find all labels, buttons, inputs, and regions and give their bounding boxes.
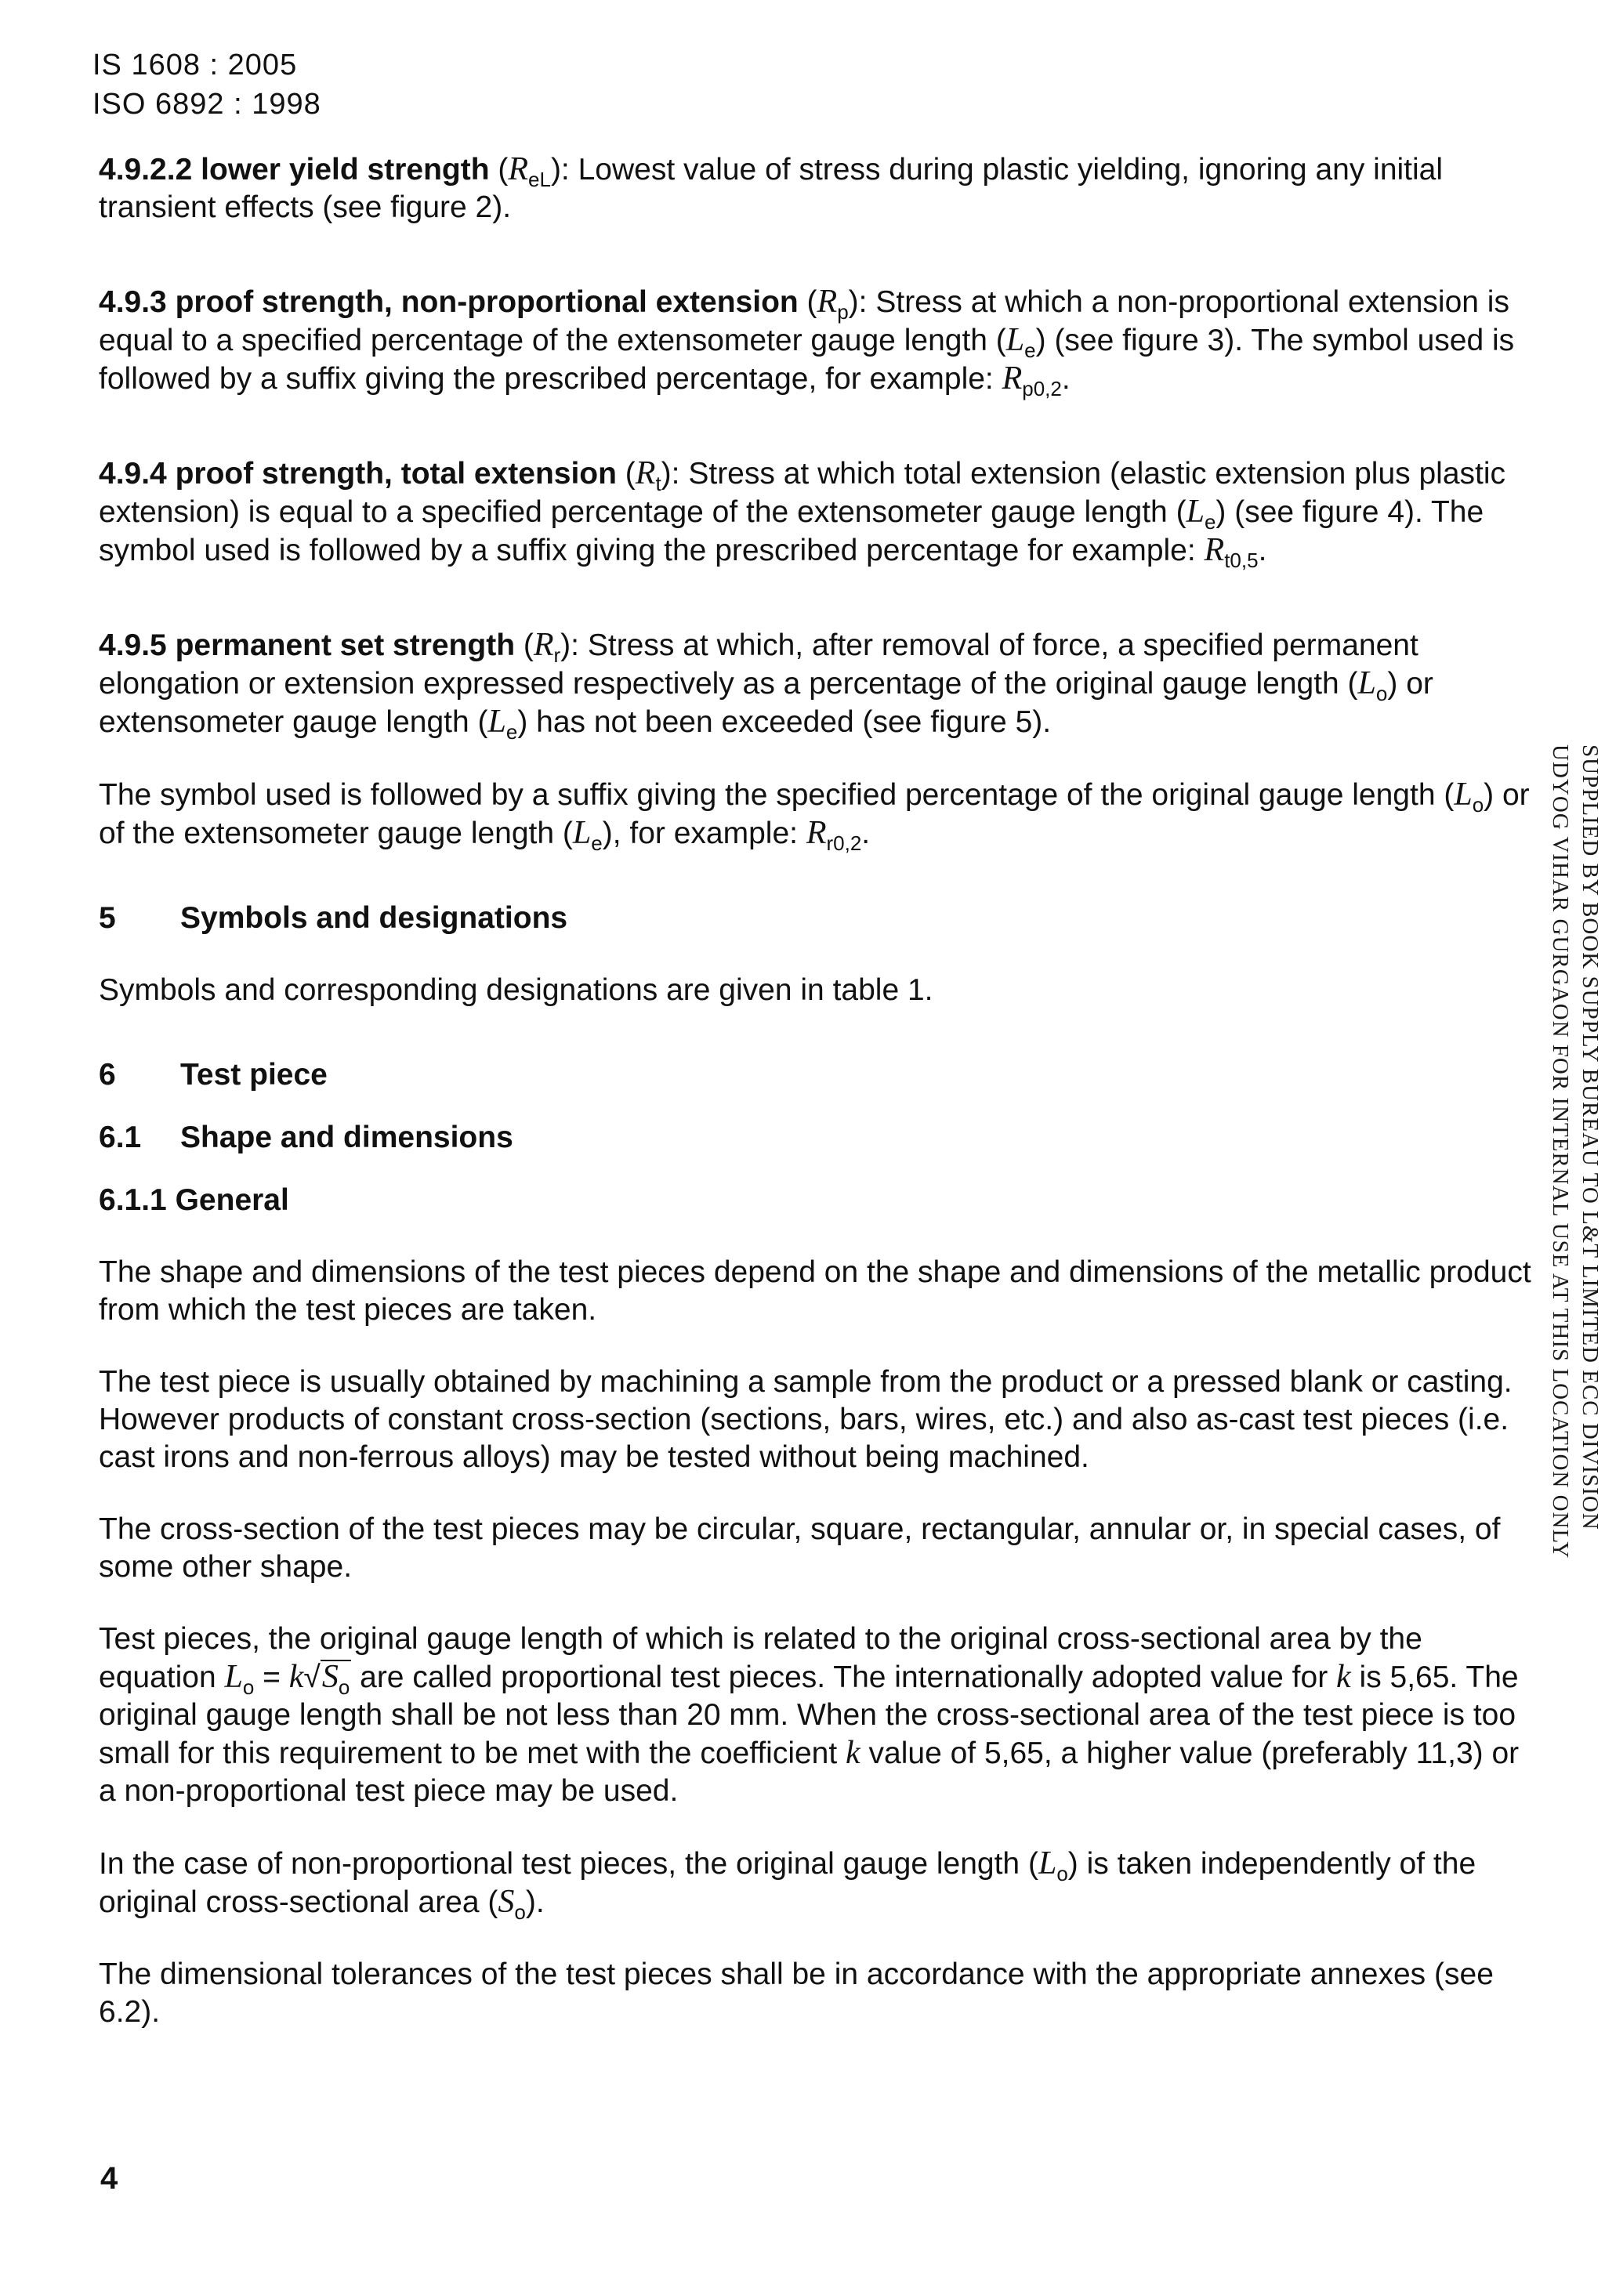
- section-6-1-1-para-6: The dimensional tolerances of the test pieces shall be in accordance with the appropriate annexes (see 6.2).: [99, 1957, 1494, 2029]
- section-5-heading: 5 Symbols and designations: [99, 901, 568, 935]
- clause-4-9-2-2: 4.9.2.2 lower yield strength $(R_{eL})$: Lowest value of stress during plastic yielding, ignoring any initial transient effects (see figure 2).: [99, 151, 1444, 224]
- standard-header: [92, 45, 321, 124]
- clause-4-9-4: 4.9.4 proof strength, total extension $(R_t)$: Stress at which total extension (elastic extension plus plastic extension) is equal to a specified percentage of the extensometer gauge length $(L_e)$ (see figure 4). The symbol used is followed by a suffix giving the prescribed percentage for example: $R_{t0,5}$.: [99, 455, 1506, 572]
- is-number: IS 1608 : 2005: [92, 49, 298, 81]
- page-number: 4: [100, 2161, 118, 2196]
- gauge-length-equation: $L_o = k√S_o$: [224, 1659, 350, 1699]
- section-5-text: Symbols and corresponding designations are given in table 1.: [99, 973, 933, 1007]
- section-6-1-1-para-5: In the case of non-proportional test pieces, the original gauge length $(L_o)$ is taken independently of the original cross-sectional area $(S_o)$.: [99, 1845, 1476, 1924]
- section-6-1-1-para-4: Test pieces, the original gauge length of which is related to the original cross-sectional area by the equation $L_o = k√S_o$ are called proportional test pieces. The internationally adopted value for k is 5,65. The original gauge length shall be not less than 20 mm. When the cross-sectional area of the test piece is too small for this requirement to be met with the coefficient k value of 5,65, a higher value (preferably 11,3) or a non-proportional test piece may be used.: [99, 1622, 1520, 1808]
- iso-number: ISO 6892 : 1998: [92, 88, 321, 121]
- clause-4-9-3: 4.9.3 proof strength, non-proportional extension $(R_p)$: Stress at which a non-proportional extension is equal to a specified percentage of the extensometer gauge length $(L_e)$ (see figure 3). The symbol used is followed by a suffix giving the prescribed percentage, for example: $R_{p0,2}$.: [99, 284, 1515, 400]
- supply-stamp: SUPPLIED BY BOOK SUPPLY BUREAU TO L&T LIMITED ECC DIVISION UDYOG VIHAR GURGAON FOR INTERNAL USE AT THIS LOCATION ONLY: [1548, 744, 1603, 1559]
- clause-4-9-5: 4.9.5 permanent set strength $(R_r)$: Stress at which, after removal of force, a specified permanent elongation or extension expressed respectively as a percentage of the original gauge length $(L_o)$ or extensometer gauge length $(L_e)$ has not been exceeded (see figure 5).: [99, 627, 1433, 744]
- section-6-1-1-para-3: The cross-section of the test pieces may be circular, square, rectangular, annular or, in special cases, of some other shape.: [99, 1512, 1501, 1584]
- section-6-1-heading: 6.1 Shape and dimensions: [99, 1121, 513, 1154]
- main-content: [99, 150, 1533, 2031]
- section-6-heading: 6 Test piece: [99, 1058, 328, 1092]
- section-6-1-1-para-2: The test piece is usually obtained by machining a sample from the product or a pressed blank or casting. However products of constant cross-section (sections, bars, wires, etc.) and also as-cast test pieces (i.e. cast irons and non-ferrous alloys) may be tested without being machined.: [99, 1365, 1513, 1474]
- section-6-1-1-para-1: The shape and dimensions of the test pieces depend on the shape and dimensions of the metallic product from which the test pieces are taken.: [99, 1255, 1531, 1327]
- clause-4-9-5-symbol-note: The symbol used is followed by a suffix giving the specified percentage of the original gauge length $(L_o)$ or of the extensometer gauge length $(L_e)$, for example: $R_{r0,2}$.: [99, 777, 1530, 855]
- section-6-1-1-heading: 6.1.1 General: [99, 1183, 289, 1217]
